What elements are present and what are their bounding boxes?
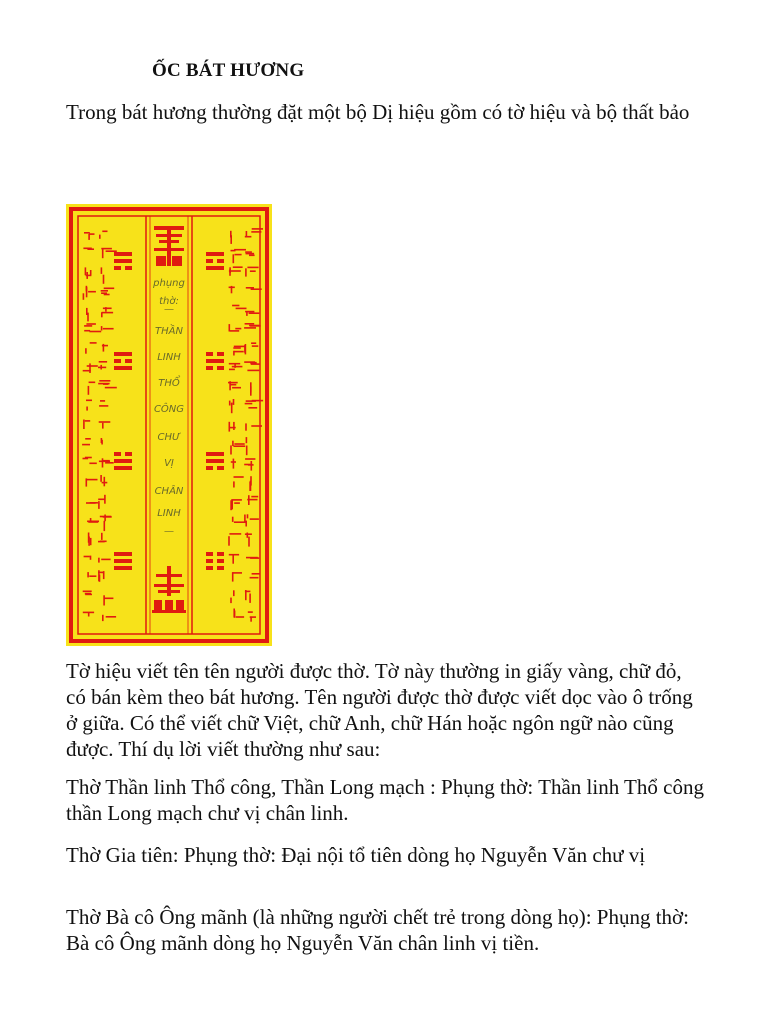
svg-text:thờ:: thờ: bbox=[159, 296, 179, 307]
svg-text:—: — bbox=[164, 526, 174, 537]
svg-text:CHƯ: CHƯ bbox=[157, 432, 181, 443]
svg-text:CHÂN: CHÂN bbox=[154, 486, 184, 497]
svg-text:LINH: LINH bbox=[157, 352, 181, 363]
intro-paragraph: Trong bát hương thường đặt một bộ Dị hiệu gồm có tờ hiệu và bộ thất bảo bbox=[66, 100, 690, 124]
svg-text:THỔ: THỔ bbox=[158, 378, 180, 389]
paragraph-ba-co-ong-manh: Thờ Bà cô Ông mãnh (là những người chết trẻ trong dòng họ): Phụng thờ: Bà cô Ông mãnh dòng họ Nguyễn Văn chân linh vị tiền. bbox=[66, 905, 689, 955]
svg-text:LINH: LINH bbox=[157, 508, 181, 519]
talisman-svg bbox=[66, 204, 272, 646]
page-title: ỐC BÁT HƯƠNG bbox=[152, 60, 305, 81]
svg-text:CÔNG: CÔNG bbox=[153, 404, 185, 415]
svg-text:—: — bbox=[164, 304, 174, 315]
svg-text:THẦN: THẦN bbox=[155, 326, 183, 337]
paragraph-gia-tien: Thờ Gia tiên: Phụng thờ: Đại nội tổ tiên dòng họ Nguyễn Văn chư vị bbox=[66, 843, 646, 867]
paragraph-than-linh: Thờ Thần linh Thổ công, Thần Long mạch : Phụng thờ: Thần linh Thổ công thần Long mạch chư vị chân linh. bbox=[66, 775, 704, 825]
svg-text:VỊ: VỊ bbox=[164, 458, 174, 469]
svg-text:phụng: phụng bbox=[153, 278, 185, 289]
talisman-image bbox=[66, 204, 272, 646]
paragraph-talisman-description: Tờ hiệu viết tên tên người được thờ. Tờ này thường in giấy vàng, chữ đỏ, có bán kèm theo bát hương. Tên người được thờ được viết dọc vào ô trống ở giữa. Có thể viết chữ Việt, chữ Anh, chữ Hán hoặc ngôn ngữ nào cũng được. Thí dụ lời viết thường như sau: bbox=[66, 659, 693, 761]
